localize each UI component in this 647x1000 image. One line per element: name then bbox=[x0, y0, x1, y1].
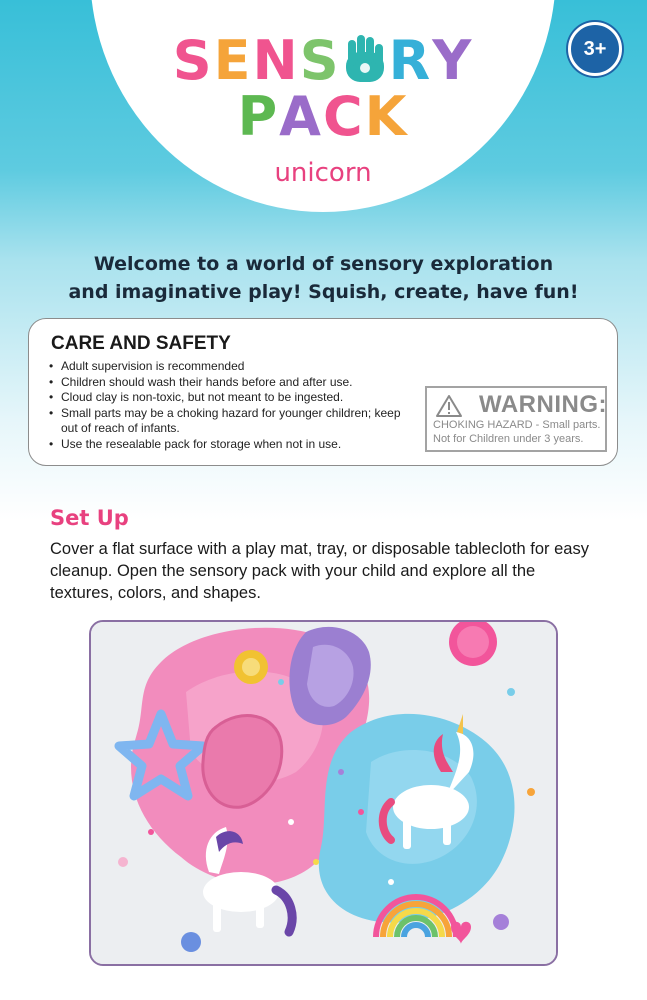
subtitle-unicorn: unicorn bbox=[274, 158, 372, 188]
title-letter: Y bbox=[432, 29, 474, 92]
age-badge: 3+ bbox=[568, 22, 622, 76]
title-letter: N bbox=[252, 29, 300, 92]
setup-text: Cover a flat surface with a play mat, tray, or disposable tablecloth for easy cleanup. Open the sensory pack with your child and explore all the textures, colors, and shapes. bbox=[50, 540, 589, 602]
title-pack bbox=[90, 85, 556, 148]
warning-triangle-icon bbox=[435, 394, 463, 418]
title-letter: P bbox=[237, 85, 280, 148]
list-item: • Adult supervision is recommended bbox=[47, 359, 419, 375]
title-letter: R bbox=[388, 29, 433, 92]
list-item: • Small parts may be a choking hazard for younger children; keep out of reach of infants. bbox=[47, 406, 419, 437]
care-and-safety-box bbox=[28, 318, 618, 466]
warning-line: Not for Children under 3 years. bbox=[433, 433, 584, 445]
play-scene-illustration bbox=[91, 622, 556, 964]
setup-heading: Set Up bbox=[50, 506, 129, 530]
care-heading: CARE AND SAFETY bbox=[51, 333, 231, 354]
title-letter: S bbox=[172, 29, 214, 92]
list-item: • Use the resealable pack for storage when not in use. bbox=[47, 437, 419, 453]
title-letter: A bbox=[279, 85, 323, 148]
warning-box bbox=[425, 386, 607, 452]
list-item: • Cloud clay is non-toxic, but not meant to be ingested. bbox=[47, 390, 419, 406]
list-item: • Children should wash their hands before and after use. bbox=[47, 375, 419, 391]
product-photo bbox=[89, 620, 558, 966]
hand-icon bbox=[342, 34, 388, 88]
care-list bbox=[47, 359, 419, 452]
warning-line: CHOKING HAZARD - Small parts. bbox=[433, 419, 601, 431]
title-letter: E bbox=[213, 29, 253, 92]
title-sensory bbox=[90, 29, 556, 92]
title-letter: K bbox=[364, 85, 409, 148]
title-letter: S bbox=[299, 29, 341, 92]
warning-text bbox=[433, 418, 605, 446]
title-letter: C bbox=[322, 85, 365, 148]
welcome-line: Welcome to a world of sensory exploration bbox=[93, 253, 554, 275]
warning-title: WARNING: bbox=[479, 391, 607, 418]
welcome-line: and imaginative play! Squish, create, have fun! bbox=[68, 281, 579, 303]
welcome-text bbox=[40, 250, 607, 306]
